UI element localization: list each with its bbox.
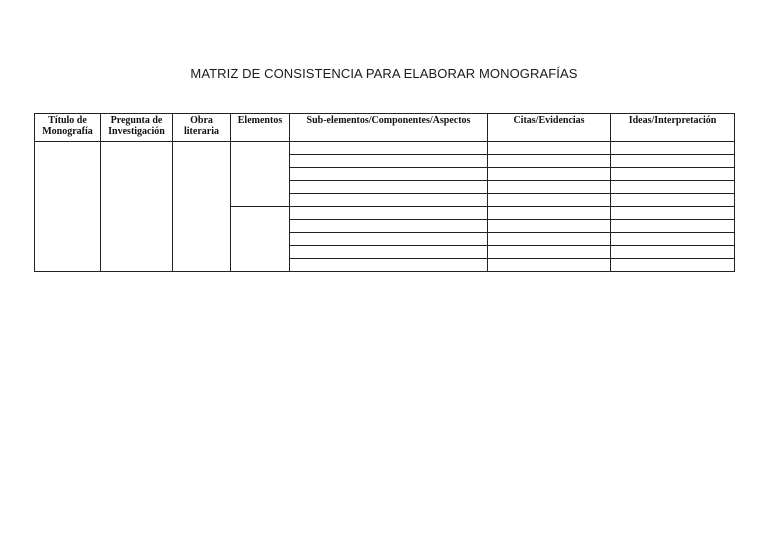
cell-subelemento	[290, 181, 488, 194]
header-text: Obra	[190, 115, 213, 126]
cell-idea	[611, 194, 735, 207]
cell-subelemento	[290, 207, 488, 220]
cell-cita	[488, 181, 611, 194]
header-text: Elementos	[237, 115, 283, 126]
cell-subelemento	[290, 233, 488, 246]
cell-subelemento	[290, 246, 488, 259]
header-elementos	[231, 114, 290, 142]
header-text: Investigación	[108, 126, 165, 137]
cell-idea	[611, 220, 735, 233]
cell-subelemento	[290, 142, 488, 155]
header-text: Ideas/Interpretación	[628, 115, 717, 126]
cell-idea	[611, 233, 735, 246]
cell-cita	[488, 259, 611, 272]
cell-elemento-1	[231, 142, 290, 207]
header-text: Título de	[48, 115, 87, 126]
header-text: Sub-elementos/Componentes/Aspectos	[306, 115, 471, 126]
cell-cita	[488, 233, 611, 246]
cell-cita	[488, 168, 611, 181]
header-titulo-monografia	[35, 114, 101, 142]
header-row	[35, 114, 735, 142]
cell-idea	[611, 207, 735, 220]
cell-cita	[488, 220, 611, 233]
cell-cita	[488, 194, 611, 207]
cell-pregunta	[101, 142, 173, 272]
cell-cita	[488, 246, 611, 259]
cell-cita	[488, 155, 611, 168]
header-text: literaria	[184, 126, 219, 137]
cell-idea	[611, 246, 735, 259]
document-title: MATRIZ DE CONSISTENCIA PARA ELABORAR MONOGRAFÍAS	[190, 66, 578, 81]
cell-cita	[488, 142, 611, 155]
cell-elemento-2	[231, 207, 290, 272]
header-text: Citas/Evidencias	[513, 115, 585, 126]
cell-idea	[611, 259, 735, 272]
cell-idea	[611, 168, 735, 181]
cell-titulo	[35, 142, 101, 272]
header-text: Monografía	[42, 126, 93, 137]
consistency-matrix-table	[34, 113, 735, 272]
header-pregunta-investigacion	[101, 114, 173, 142]
cell-subelemento	[290, 220, 488, 233]
table-row	[35, 142, 735, 155]
cell-subelemento	[290, 259, 488, 272]
cell-cita	[488, 207, 611, 220]
cell-subelemento	[290, 168, 488, 181]
cell-subelemento	[290, 155, 488, 168]
header-obra-literaria	[173, 114, 231, 142]
cell-idea	[611, 142, 735, 155]
cell-subelemento	[290, 194, 488, 207]
header-ideas-interpretacion	[611, 114, 735, 142]
cell-idea	[611, 155, 735, 168]
header-citas-evidencias	[488, 114, 611, 142]
cell-idea	[611, 181, 735, 194]
header-text: Pregunta de	[110, 115, 163, 126]
cell-obra	[173, 142, 231, 272]
header-sub-elementos	[290, 114, 488, 142]
